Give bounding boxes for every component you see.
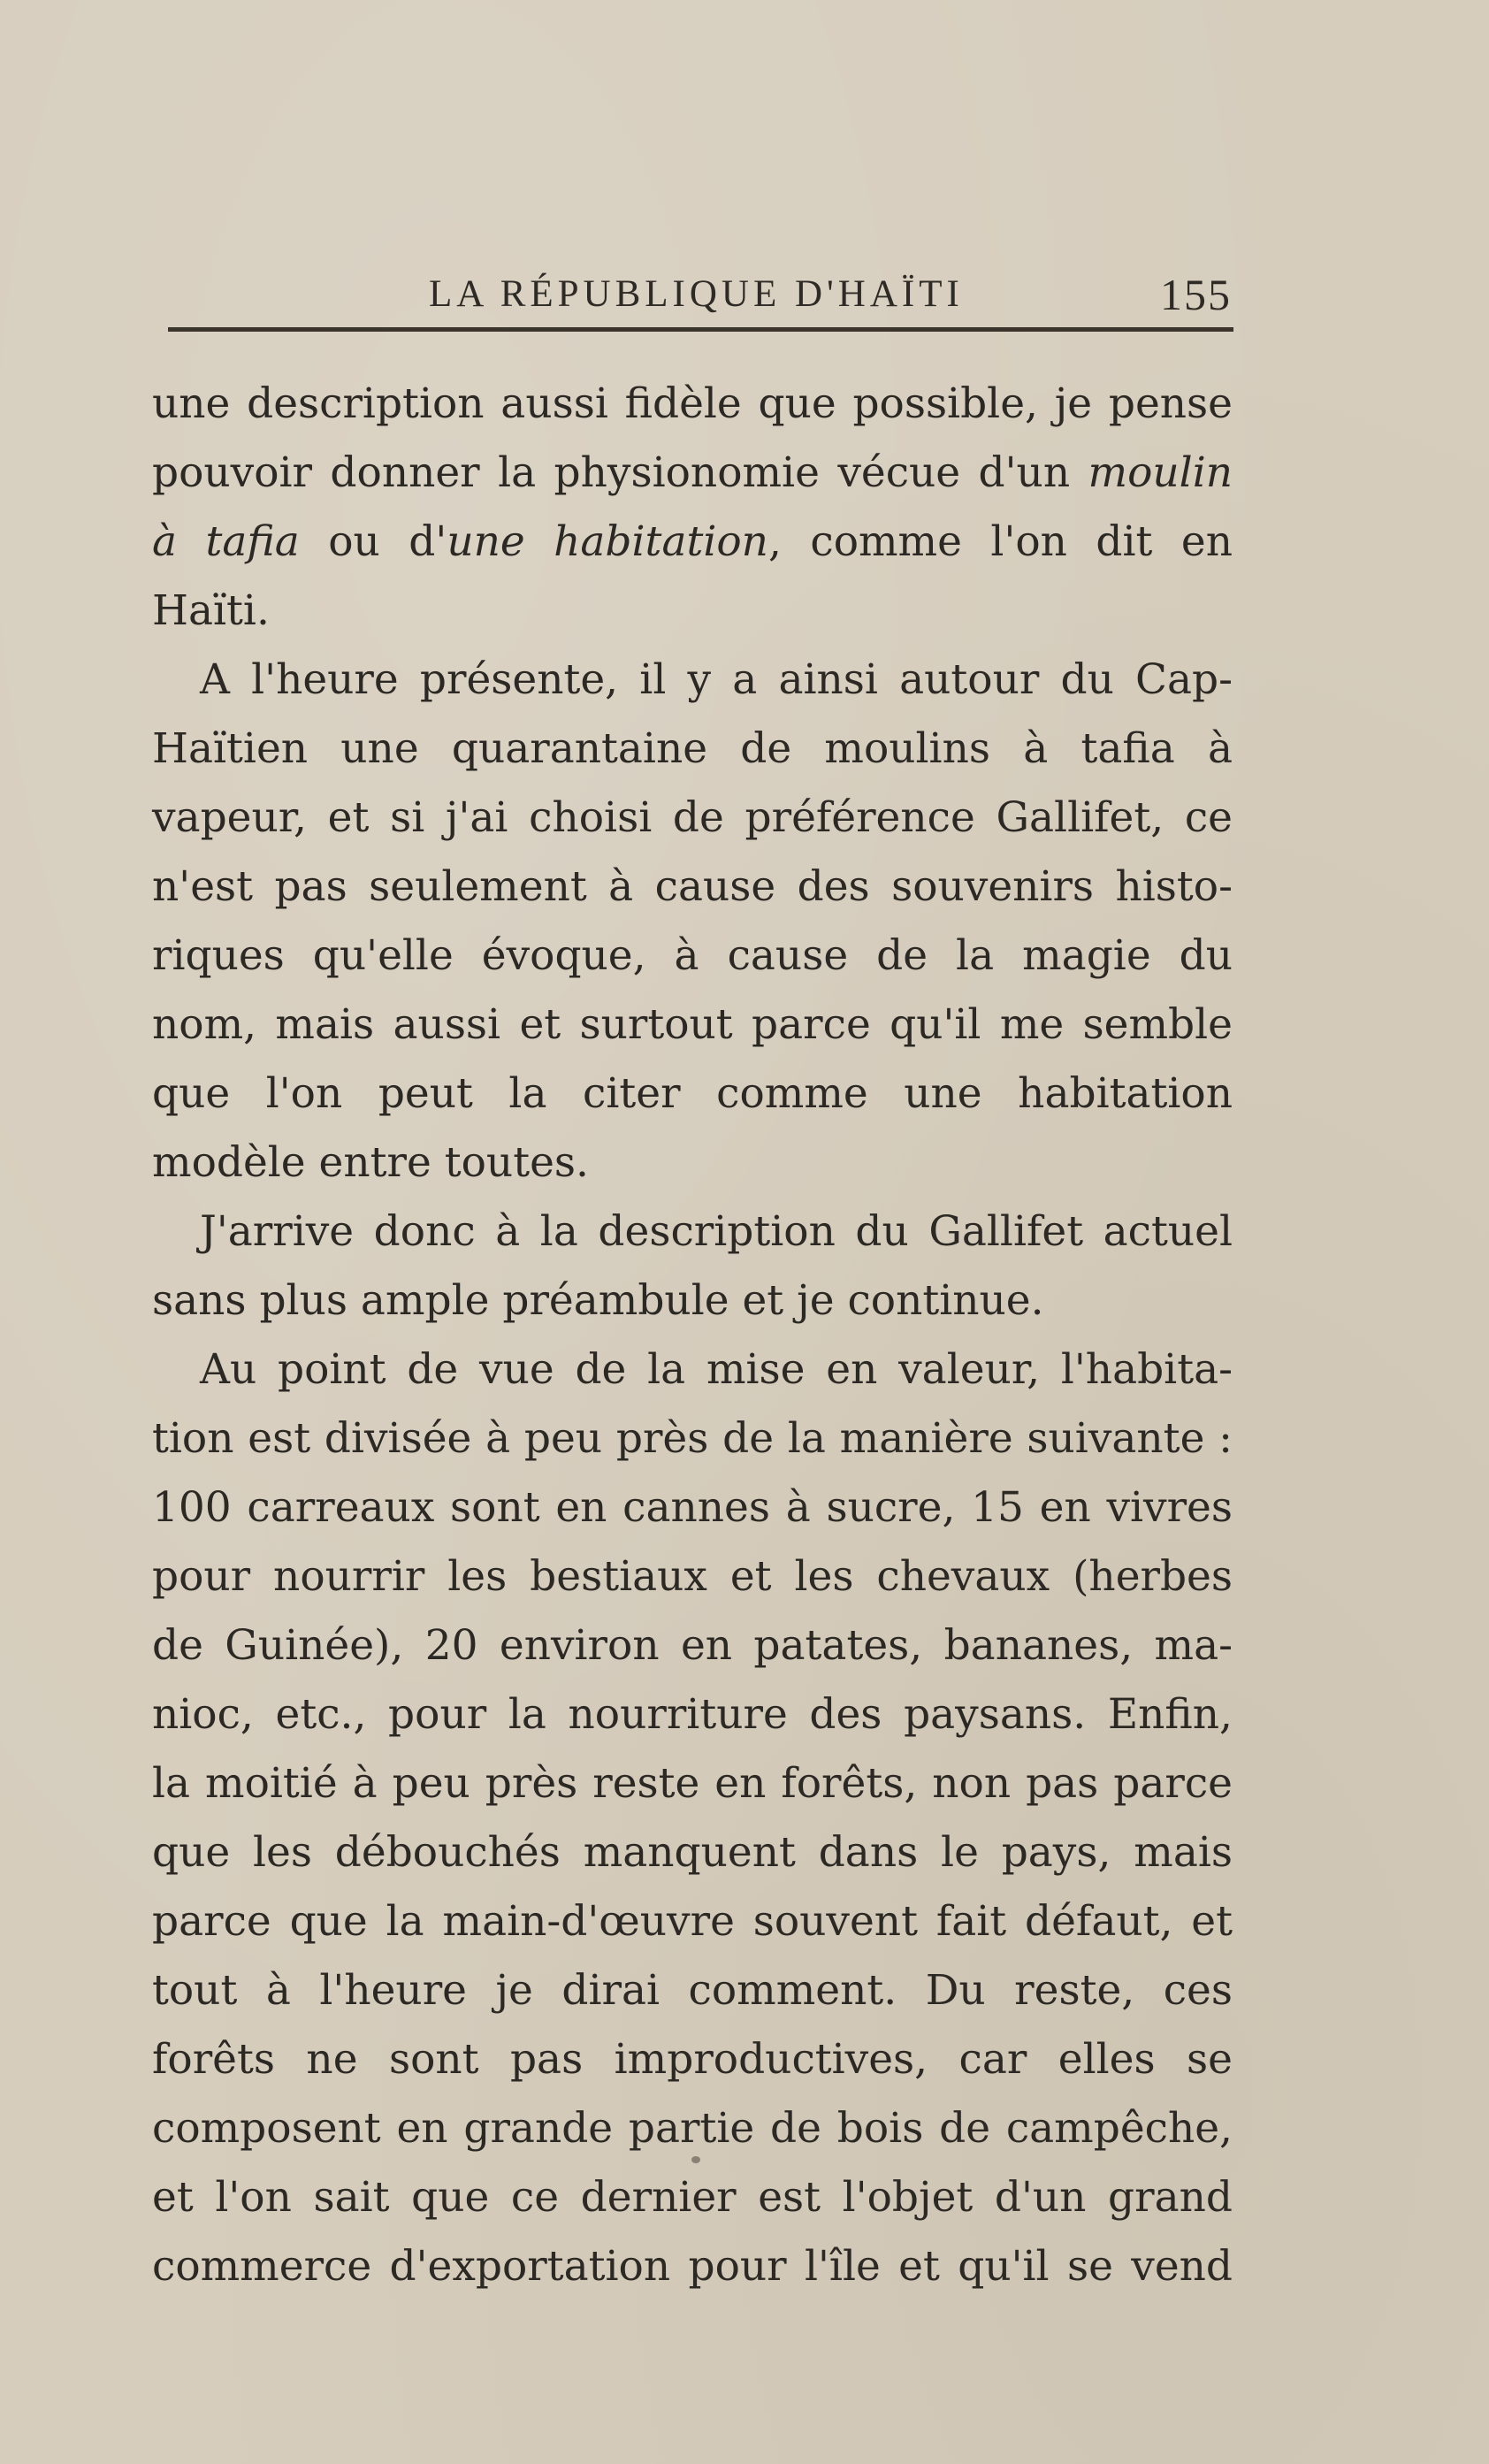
text-span: riques qu'elle évoque, à cause de la magie du (152, 931, 1233, 980)
text-line (152, 991, 1233, 1060)
text-span: de Guinée), 20 environ en patates, bananes, ma- (152, 1621, 1233, 1670)
italic-text: une habitation (447, 517, 768, 566)
text-line (152, 853, 1233, 922)
text-span: commerce d'exportation pour l'île et qu'il se vend (152, 2242, 1233, 2291)
text-span: modèle entre toutes. (152, 1138, 589, 1187)
text-span: et l'on sait que ce dernier est l'objet d'un grand (152, 2173, 1233, 2222)
text-line (152, 577, 1233, 646)
text-span: A l'heure présente, il y a ainsi autour du Cap- (200, 655, 1233, 704)
body-text (152, 370, 1233, 2301)
text-line (152, 2025, 1233, 2094)
text-span: la moitié à peu près reste en forêts, non pas parce (152, 1759, 1233, 1808)
text-span: vapeur, et si j'ai choisi de préférence Gallifet, ce (152, 793, 1233, 842)
text-span: n'est pas seulement à cause des souvenirs histo- (152, 862, 1233, 911)
text-span: forêts ne sont pas improductives, car elles se (152, 2035, 1233, 2084)
text-line (152, 370, 1233, 439)
text-line (152, 1542, 1233, 1611)
page-number: 155 (1160, 270, 1232, 319)
text-line (152, 439, 1233, 508)
text-line (152, 1680, 1233, 1749)
italic-text: moulin (1088, 448, 1233, 497)
text-span: nioc, etc., pour la nourriture des paysans. Enfin, (152, 1690, 1233, 1739)
text-span: Haïtien une quarantaine de moulins à tafia à (152, 724, 1233, 773)
text-line (152, 1266, 1233, 1335)
text-line (152, 715, 1233, 784)
text-line (152, 646, 1233, 715)
ink-spot (691, 2156, 700, 2163)
text-line (152, 2094, 1233, 2163)
text-span: une description aussi fidèle que possible, je pense (152, 379, 1233, 428)
text-line (152, 2163, 1233, 2232)
text-span: nom, mais aussi et surtout parce qu'il me semble (152, 1000, 1233, 1049)
text-line (152, 1956, 1233, 2025)
text-span: composent en grande partie de bois de campêche, (152, 2104, 1233, 2153)
text-line (152, 2232, 1233, 2301)
text-span: Au point de vue de la mise en valeur, l'habita- (200, 1345, 1233, 1394)
text-span: sans plus ample préambule et je continue. (152, 1276, 1044, 1325)
text-line (152, 784, 1233, 853)
text-line (152, 1335, 1233, 1404)
text-span: pouvoir donner la physionomie vécue d'un (152, 448, 1088, 497)
text-line (152, 1198, 1233, 1266)
text-span: tion est divisée à peu près de la manière suivante : (152, 1414, 1233, 1463)
text-line (152, 1404, 1233, 1473)
text-span: pour nourrir les bestiaux et les chevaux (herbes (152, 1552, 1233, 1601)
text-span: ou d' (299, 517, 447, 566)
text-span: 100 carreaux sont en cannes à sucre, 15 en vivres (152, 1483, 1233, 1532)
page-header (168, 265, 1233, 336)
text-span: Haïti. (152, 586, 270, 635)
text-line (152, 1473, 1233, 1542)
text-line (152, 508, 1233, 577)
text-line (152, 1611, 1233, 1680)
header-rule (168, 327, 1233, 332)
running-title: LA RÉPUBLIQUE D'HAÏTI (429, 273, 964, 315)
text-line (152, 1129, 1233, 1198)
text-span: parce que la main-d'œuvre souvent fait défaut, et (152, 1897, 1233, 1946)
text-line (152, 1060, 1233, 1129)
text-span: que l'on peut la citer comme une habitation (152, 1069, 1233, 1118)
text-span: que les débouchés manquent dans le pays, mais (152, 1828, 1233, 1877)
text-line (152, 922, 1233, 991)
text-line (152, 1749, 1233, 1818)
italic-text: à tafia (152, 517, 300, 566)
text-span: J'arrive donc à la description du Gallifet actuel (200, 1207, 1233, 1256)
text-line (152, 1818, 1233, 1887)
text-line (152, 1887, 1233, 1956)
text-span: tout à l'heure je dirai comment. Du reste, ces (152, 1966, 1233, 2015)
text-span: , comme l'on dit en (767, 517, 1233, 566)
